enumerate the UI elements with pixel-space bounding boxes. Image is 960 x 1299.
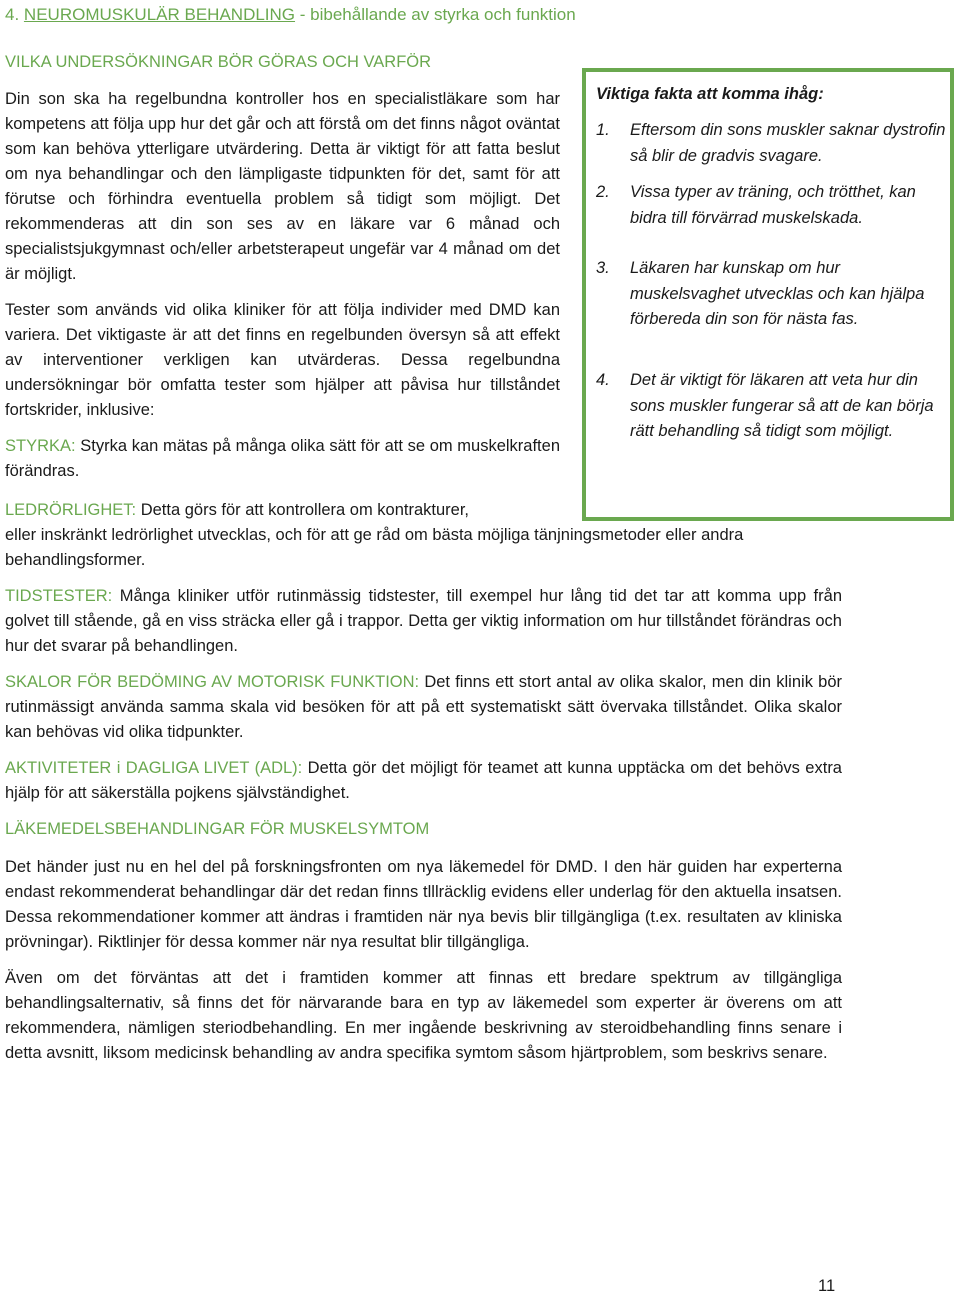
adl-paragraph (5, 756, 842, 806)
chapter-number: 4. (5, 5, 20, 24)
styrka-text: Styrka kan mätas på många olika sätt för att se om muskelkraften förändras. (5, 437, 560, 480)
tidstester-text: Många kliniker utför rutinmässig tidstester, till exempel hur lång tid det tar att komma upp från golvet till stående, gå en viss sträcka eller gå i trappor. Detta ger viktig information om hur tillståndet förändras och hur det svarar på behandlingen. (5, 587, 842, 655)
adl-text: Detta gör det möjligt för teamet att kunna upptäcka om det behövs extra hjälp för att säkerställa pojkens självständighet. (5, 759, 842, 802)
ledrorlighet-first-line (5, 498, 842, 523)
styrka-label: STYRKA: (5, 437, 76, 455)
fact-item-text: Läkaren har kunskap om hur muskelsvaghet utvecklas och kan hjälpa förbereda din son för nästa fas. (630, 259, 925, 328)
ledrorlighet-text-first: Detta görs för att kontrollera om kontrakturer, (136, 501, 470, 519)
styrka-paragraph (5, 434, 560, 484)
fact-item-number: 4. (596, 371, 610, 389)
intro-paragraph-2: Tester som används vid olika kliniker för att följa individer med DMD kan variera. Det viktigaste är att det finns en regelbunden översyn så att effekt av interventioner verkligen kan utvärderas. Dessa regelbundna undersökningar bör omfatta tester som hjälper att påvisa hur tillståndet fortskrider, inklusive: (5, 301, 560, 419)
section2-title: LÄKEMEDELSBEHANDLINGAR FÖR MUSKELSYMTOM (5, 820, 430, 838)
tidstester-label: TIDSTESTER: (5, 587, 113, 605)
ledrorlighet-label: LEDRÖRLIGHET: (5, 501, 137, 519)
fact-item (596, 368, 946, 445)
skalor-label: SKALOR FÖR BEDÖMING AV MOTORISK FUNKTION: (5, 673, 420, 691)
lower-content (5, 498, 842, 1077)
chapter-title: NEUROMUSKULÄR BEHANDLING (23, 5, 296, 24)
fact-item-text: Eftersom din sons muskler saknar dystrofin så blir de gradvis svagare. (630, 121, 946, 165)
fact-item-number: 2. (596, 183, 610, 201)
fact-item-number: 1. (596, 121, 610, 139)
page-number: 11 (818, 1277, 836, 1295)
section2-paragraph-1: Det händer just nu en hel del på forskningsfronten om nya läkemedel för DMD. I den här guiden har experterna endast rekommenderat behandlingar där det redan finns tlllräcklig evidens eller underlag för den aktuella insatsen. Dessa rekommendationer kommer att ändras i framtiden när nya bevis blir tillgängliga (t.ex. resultaten av kliniska prövningar). Riktlinjer för dessa kommer när nya resultat blir tillgängliga. (5, 858, 842, 951)
tidstester-paragraph (5, 584, 842, 659)
chapter-heading (5, 3, 576, 27)
fact-item (596, 256, 946, 333)
section2-paragraph-2: Även om det förväntas att det i framtiden kommer att finnas ett bredare spektrum av tillgängliga behandlingsalternativ, så finns det för närvarande bara en typ av läkemedel som experter är överens om att rekommendera, nämligen steriodbehandling. En mer ingående beskrivning av steroidbehandling finns senare i detta avsnitt, liksom medicinsk behandling av andra specifika symtom såsom hjärtproblem, som beskrivs senare. (5, 969, 842, 1062)
fact-item (596, 180, 946, 231)
left-column (5, 87, 560, 495)
fact-item (596, 118, 946, 169)
skalor-paragraph (5, 670, 842, 745)
fact-item-text: Vissa typer av träning, och trötthet, kan bidra till förvärrad muskelskada. (630, 183, 916, 227)
ledrorlighet-rest: eller inskränkt ledrörlighet utvecklas, och för att ge råd om bästa möjliga tänjningsmetoder eller andra behandlingsformer. (5, 526, 744, 569)
adl-label: AKTIVITETER i DAGLIGA LIVET (ADL): (5, 759, 303, 777)
skalor-text: Det finns ett stort antal av olika skalor, men din klinik bör rutinmässigt använda samma skala vid besöken för att på ett systematiskt sätt övervaka tillståndet. Olika skalor kan behövas vid olika tidpunkter. (5, 673, 842, 741)
fact-item-text: Det är viktigt för läkaren att veta hur din sons muskler fungerar så att de kan börja rätt behandling så tidigt som möjligt. (630, 371, 934, 440)
fact-item-number: 3. (596, 259, 610, 277)
fact-box (582, 68, 954, 521)
chapter-subtitle: - bibehållande av styrka och funktion (295, 5, 576, 24)
fact-box-title: Viktiga fakta att komma ihåg: (596, 85, 824, 103)
intro-paragraph-1: Din son ska ha regelbundna kontroller hos en specialistläkare som har kompetens att följa upp hur det går och att förstå om det finns något oväntat som kan behöva ytterligare utvärdering. Detta är viktigt för att fatta beslut om nya behandlingar och den lämpligaste tidpunkten för det, samt för att förutse och förhindra eventuella problem så tidigt som möjligt. Det rekommenderas att din son ses av en läkare var 6 månad och specialistsjukgymnast och/eller arbetsterapeut ungefär var 4 månad om det är möjligt. (5, 90, 560, 283)
section-title: VILKA UNDERSÖKNINGAR BÖR GÖRAS OCH VARFÖR (5, 53, 432, 71)
